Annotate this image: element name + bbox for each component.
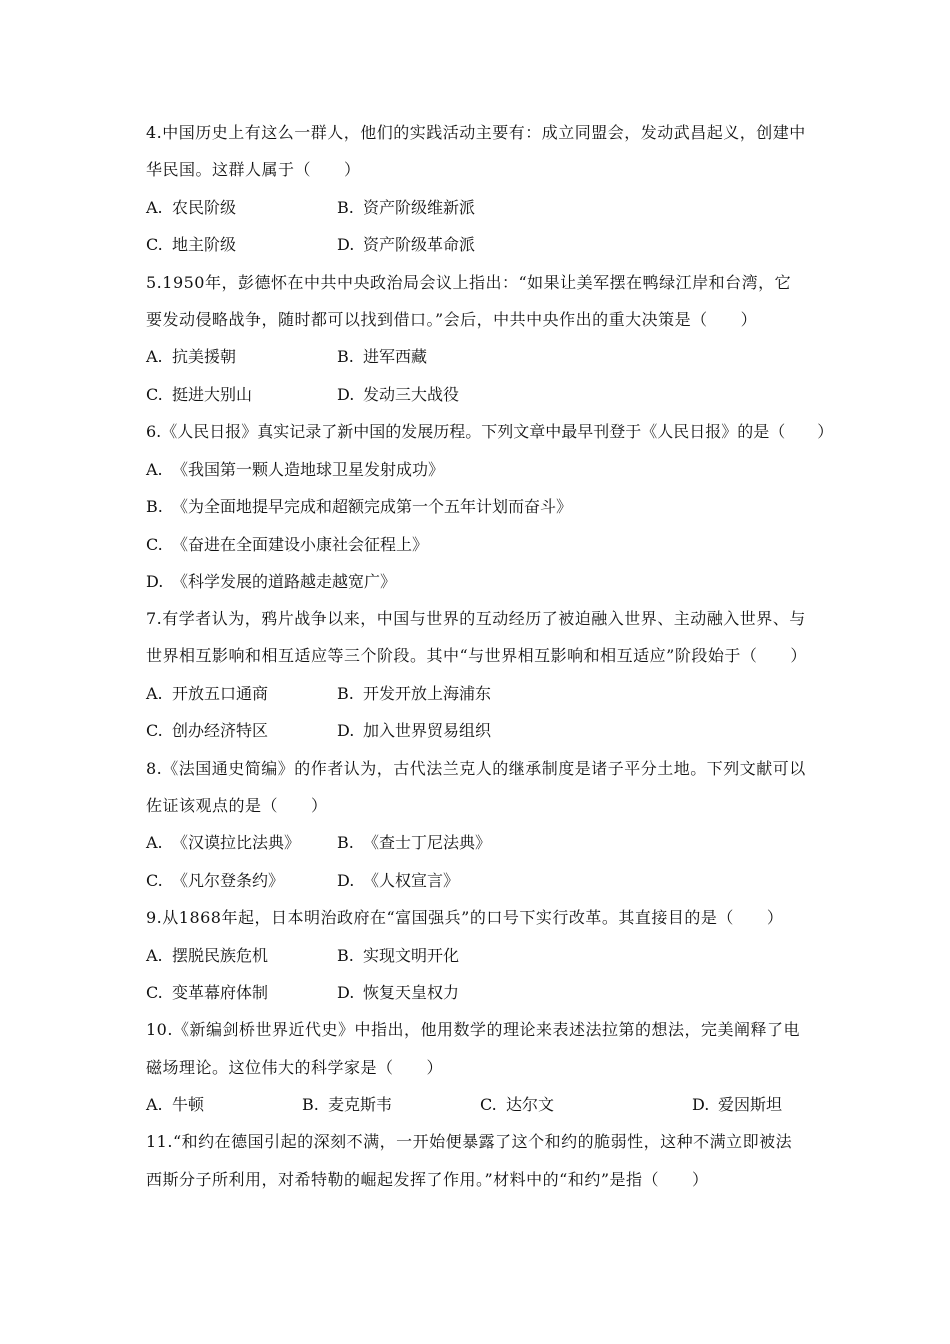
- question-7-option-d: D. 加入世界贸易组织: [337, 721, 492, 740]
- question-7-stem-line-2: 世界相互影响和相互适应等三个阶段。其中“与世界相互影响和相互适应”阶段始于（ ）: [146, 646, 807, 665]
- question-9-option-a: A. 摆脱民族危机: [146, 946, 269, 965]
- question-10-stem-line-1: 10.《新编剑桥世界近代史》中指出，他用数学的理论来表述法拉第的想法，完美阐释了电: [146, 1020, 800, 1039]
- question-4-option-b: B. 资产阶级维新派: [337, 198, 476, 217]
- question-4-stem-line-1: 4.中国历史上有这么一群人，他们的实践活动主要有：成立同盟会，发动武昌起义，创建中: [146, 123, 806, 142]
- question-8-option-b: B. 《查士丁尼法典》: [337, 833, 492, 852]
- question-5-option-d: D. 发动三大战役: [337, 385, 460, 404]
- question-5-option-a: A. 抗美援朝: [146, 347, 237, 366]
- question-4-option-a: A. 农民阶级: [146, 198, 237, 217]
- question-6-option-a: A. 《我国第一颗人造地球卫星发射成功》: [146, 460, 445, 479]
- question-5-option-c: C. 挺进大别山: [146, 385, 253, 404]
- question-6-option-c: C. 《奋进在全面建设小康社会征程上》: [146, 535, 429, 554]
- question-9-option-d: D. 恢复天皇权力: [337, 983, 460, 1002]
- question-9-option-b: B. 实现文明开化: [337, 946, 460, 965]
- question-10-option-c: C. 达尔文: [480, 1095, 555, 1114]
- question-10-stem-line-2: 磁场理论。这位伟大的科学家是（ ）: [146, 1058, 444, 1077]
- question-7-option-c: C. 创办经济特区: [146, 721, 269, 740]
- question-8-stem-line-2: 佐证该观点的是（ ）: [146, 796, 328, 815]
- question-11-stem-line-1: 11.“和约在德国引起的深刻不满，一开始便暴露了这个和约的脆弱性，这种不满立即被法: [146, 1132, 793, 1151]
- question-8-option-c: C. 《凡尔登条约》: [146, 871, 285, 890]
- question-6-option-b: B. 《为全面地提早完成和超额完成第一个五年计划而奋斗》: [146, 497, 573, 516]
- question-10-option-d: D. 爱因斯坦: [692, 1095, 783, 1114]
- question-7-option-a: A. 开放五口通商: [146, 684, 269, 703]
- question-5-stem-line-2: 要发动侵略战争，随时都可以找到借口。”会后，中共中央作出的重大决策是（ ）: [146, 310, 758, 329]
- question-6-stem: 6.《人民日报》真实记录了新中国的发展历程。下列文章中最早刊登于《人民日报》的是（ ）: [146, 422, 834, 441]
- question-4-stem-line-2: 华民国。这群人属于（ ）: [146, 160, 361, 179]
- question-8-option-a: A. 《汉谟拉比法典》: [146, 833, 301, 852]
- question-10-option-b: B. 麦克斯韦: [302, 1095, 393, 1114]
- question-7-stem-line-1: 7.有学者认为，鸦片战争以来，中国与世界的互动经历了被迫融入世界、主动融入世界、与: [146, 609, 806, 628]
- question-10-option-a: A. 牛顿: [146, 1095, 205, 1114]
- question-7-option-b: B. 开发开放上海浦东: [337, 684, 492, 703]
- question-5-option-b: B. 进军西藏: [337, 347, 428, 366]
- question-11-stem-line-2: 西斯分子所利用，对希特勒的崛起发挥了作用。”材料中的“和约”是指（ ）: [146, 1170, 709, 1189]
- question-8-stem-line-1: 8.《法国通史简编》的作者认为，古代法兰克人的继承制度是诸子平分土地。下列文献可以: [146, 759, 806, 778]
- question-6-option-d: D. 《科学发展的道路越走越宽广》: [146, 572, 397, 591]
- question-5-stem-line-1: 5.1950年，彭德怀在中共中央政治局会议上指出：“如果让美军摆在鸭绿江岸和台湾，它: [146, 273, 792, 292]
- question-8-option-d: D. 《人权宣言》: [337, 871, 460, 890]
- question-9-stem: 9.从1868年起，日本明治政府在“富国强兵”的口号下实行改革。其直接目的是（ ）: [146, 908, 784, 927]
- question-4-option-c: C. 地主阶级: [146, 235, 237, 254]
- question-4-option-d: D. 资产阶级革命派: [337, 235, 476, 254]
- question-9-option-c: C. 变革幕府体制: [146, 983, 269, 1002]
